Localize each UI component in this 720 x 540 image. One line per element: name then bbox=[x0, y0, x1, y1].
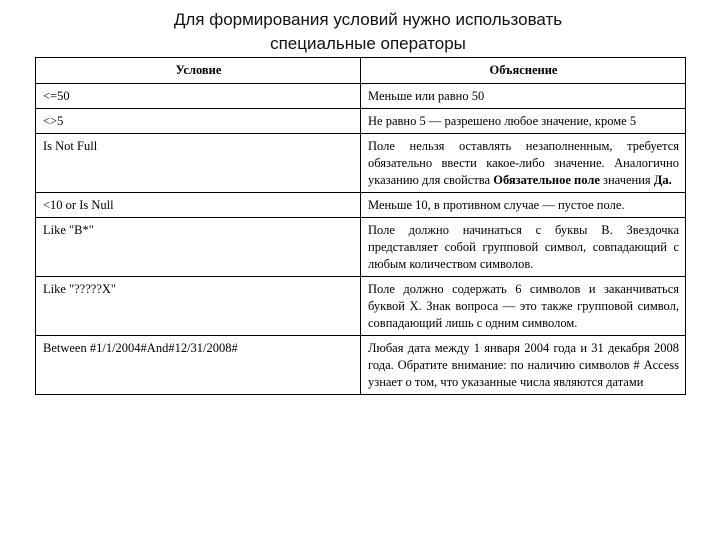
condition-cell: Like "B*" bbox=[36, 218, 361, 277]
header-explanation: Объяснение bbox=[361, 58, 686, 84]
explanation-cell: Меньше или равно 50 bbox=[361, 84, 686, 109]
explanation-cell: Меньше 10, в противном случае — пустое поле. bbox=[361, 193, 686, 218]
table-row bbox=[36, 193, 686, 218]
table-row bbox=[36, 134, 686, 193]
explanation-cell: Любая дата между 1 января 2004 года и 31 декабря 2008 года. Обратите внимание: по наличию символов # Access узнает о том, что указанные числа являются датами bbox=[361, 336, 686, 395]
table-row bbox=[36, 336, 686, 395]
explanation-text: значения bbox=[599, 173, 654, 187]
explanation-bold: Да. bbox=[653, 173, 672, 187]
table-row bbox=[36, 84, 686, 109]
condition-cell: <10 or Is Null bbox=[36, 193, 361, 218]
explanation-cell: Поле должно начинаться с буквы В. Звездочка представляет собой групповой символ, совпадающий с любым количеством символов. bbox=[361, 218, 686, 277]
condition-cell: Between #1/1/2004#And#12/31/2008# bbox=[36, 336, 361, 395]
table-row bbox=[36, 109, 686, 134]
title-line-2: специальные операторы bbox=[270, 34, 466, 53]
table-header-row bbox=[36, 58, 686, 84]
title-line-1: Для формирования условий нужно использовать bbox=[173, 10, 563, 29]
header-condition: Условие bbox=[36, 58, 361, 84]
table-row bbox=[36, 218, 686, 277]
explanation-cell bbox=[361, 134, 686, 193]
explanation-bold: Обязательное поле bbox=[493, 173, 600, 187]
condition-cell: <>5 bbox=[36, 109, 361, 134]
condition-cell: <=50 bbox=[36, 84, 361, 109]
slide-title bbox=[0, 8, 720, 56]
explanation-cell: Поле должно содержать 6 символов и заканчиваться буквой X. Знак вопроса — это также групповой символ, совпадающий лишь с одним символом. bbox=[361, 277, 686, 336]
table-row bbox=[36, 277, 686, 336]
explanation-cell: Не равно 5 — разрешено любое значение, кроме 5 bbox=[361, 109, 686, 134]
explanation-text: Поле нельзя оставлять незаполненным, требуется обязательно ввести какое-либо значение. Аналогично указанию для свойства bbox=[368, 139, 679, 187]
condition-cell: Like "?????X" bbox=[36, 277, 361, 336]
condition-cell: Is Not Full bbox=[36, 134, 361, 193]
operators-table bbox=[35, 57, 686, 395]
